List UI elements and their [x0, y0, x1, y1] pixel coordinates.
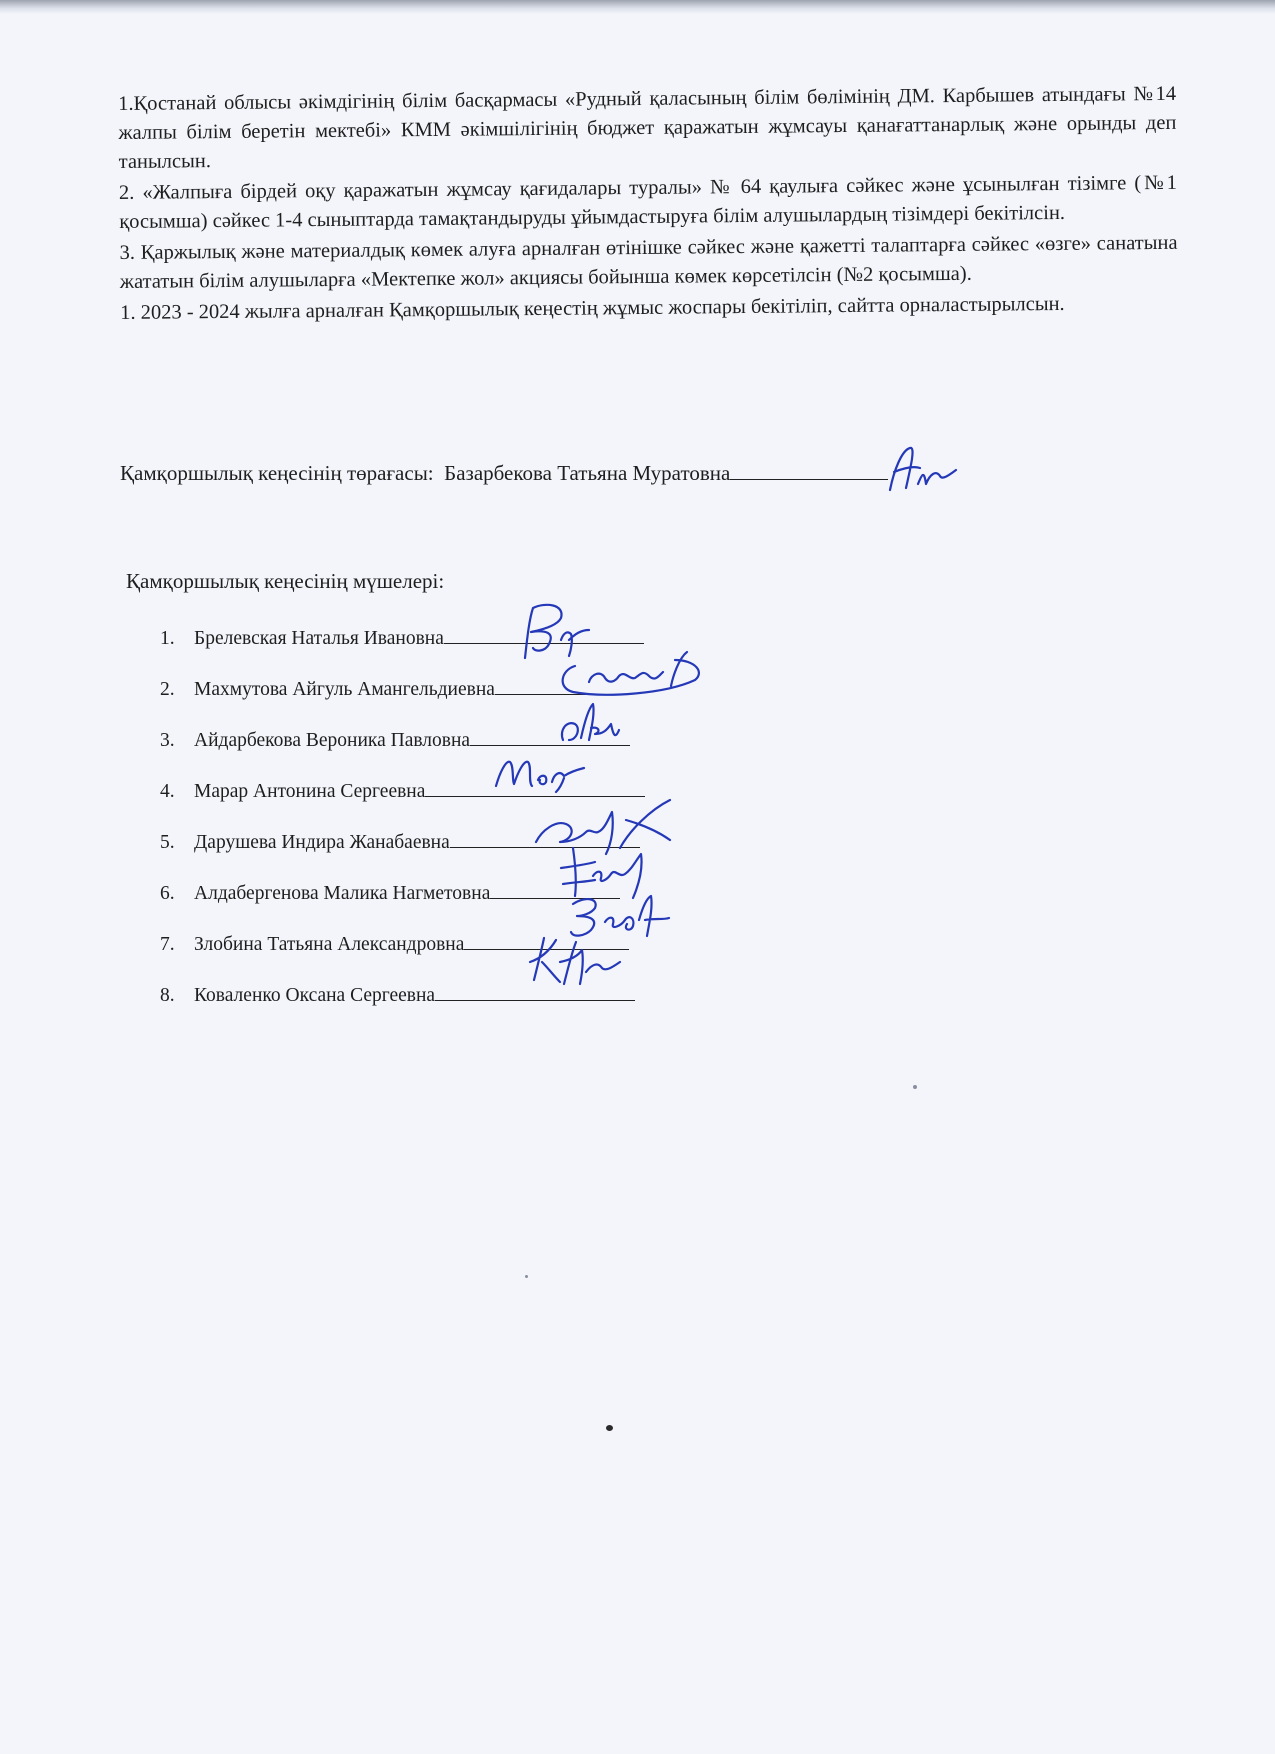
signature-line	[464, 931, 629, 950]
member-name: Дарушева Индира Жанабаевна	[194, 832, 450, 853]
member-name: Злобина Татьяна Александровна	[194, 934, 465, 955]
member-name: Алдабергенова Малика Нагметовна	[194, 883, 491, 904]
members-title: Қамқоршылық кеңесінің мүшелері:	[126, 569, 445, 593]
list-item	[160, 675, 645, 726]
member-number: 2.	[160, 679, 175, 700]
member-name: Брелевская Наталья Ивановна	[194, 628, 444, 649]
signature-line	[444, 625, 644, 644]
list-item	[160, 930, 645, 981]
member-name: Махмутова Айгуль Амангельдиевна	[194, 679, 495, 700]
list-item	[160, 879, 645, 930]
member-number: 5.	[160, 832, 175, 853]
member-number: 1.	[160, 628, 175, 649]
list-item	[160, 777, 645, 828]
paragraph-4: 1. 2023 - 2024 жылға арналған Қамқоршылық кеңестің жұмыс жоспары бекітіліп, сайтта орналастырылсын.	[120, 292, 1065, 324]
signature-line	[495, 676, 625, 695]
chair-signature-line	[120, 458, 1040, 488]
chair-name: Базарбекова Татьяна Муратовна	[444, 461, 731, 485]
member-number: 3.	[160, 730, 175, 751]
member-number: 8.	[160, 985, 175, 1006]
member-name: Айдарбекова Вероника Павловна	[194, 730, 471, 751]
signature-line	[450, 829, 640, 848]
member-name: Коваленко Оксана Сергеевна	[194, 985, 436, 1006]
member-number: 7.	[160, 934, 175, 955]
paragraph-2: 2. «Жалпыға бірдей оқу қаражатын жұмсау қағидалары туралы» № 64 қаулыға сәйкес және ұсынылған тізімге (№1 қосымша) сәйкес 1-4 сыныптарда тамақтандыруды ұйымдастыруға білім алушылардың тізімдері бекітілсін.	[118, 171, 1178, 233]
member-name: Марар Антонина Сергеевна	[194, 781, 426, 802]
members-list	[160, 624, 645, 1032]
signature-line	[425, 778, 645, 797]
list-item	[160, 981, 645, 1032]
signature-line	[470, 727, 630, 746]
scan-speck	[913, 1085, 917, 1089]
member-number: 6.	[160, 883, 175, 904]
list-item	[160, 726, 645, 777]
paragraph-1: 1.Қостанай облысы әкімдігінің білім басқармасы «Рудный қаласының білім бөлімінің ДМ. Карбышев атындағы №14 жалпы білім беретін мектебі» КММ әкімшілігінің бюджет қаражатын жұмсауы қанағаттанарлық және орынды деп танылсын.	[118, 82, 1177, 173]
signature-line	[730, 461, 888, 480]
scan-speck	[525, 1275, 528, 1278]
scan-top-edge	[0, 0, 1275, 14]
signature-line	[490, 880, 620, 899]
scan-speck	[606, 1425, 613, 1431]
signature-line	[435, 982, 635, 1001]
list-item	[160, 828, 645, 879]
member-number: 4.	[160, 781, 175, 802]
list-item	[160, 624, 645, 675]
resolution-paragraphs	[118, 80, 1178, 330]
paragraph-3: 3. Қаржылық және материалдық көмек алуға арналған өтінішке сәйкес және қажетті талаптарға сәйкес «өзге» санатына жататын білім алушыларға «Мектепке жол» акциясы бойынша көмек көрсетілсін (№2 қосымша).	[119, 231, 1178, 293]
chair-role: Қамқоршылық кеңесінің төрағасы:	[120, 461, 434, 485]
